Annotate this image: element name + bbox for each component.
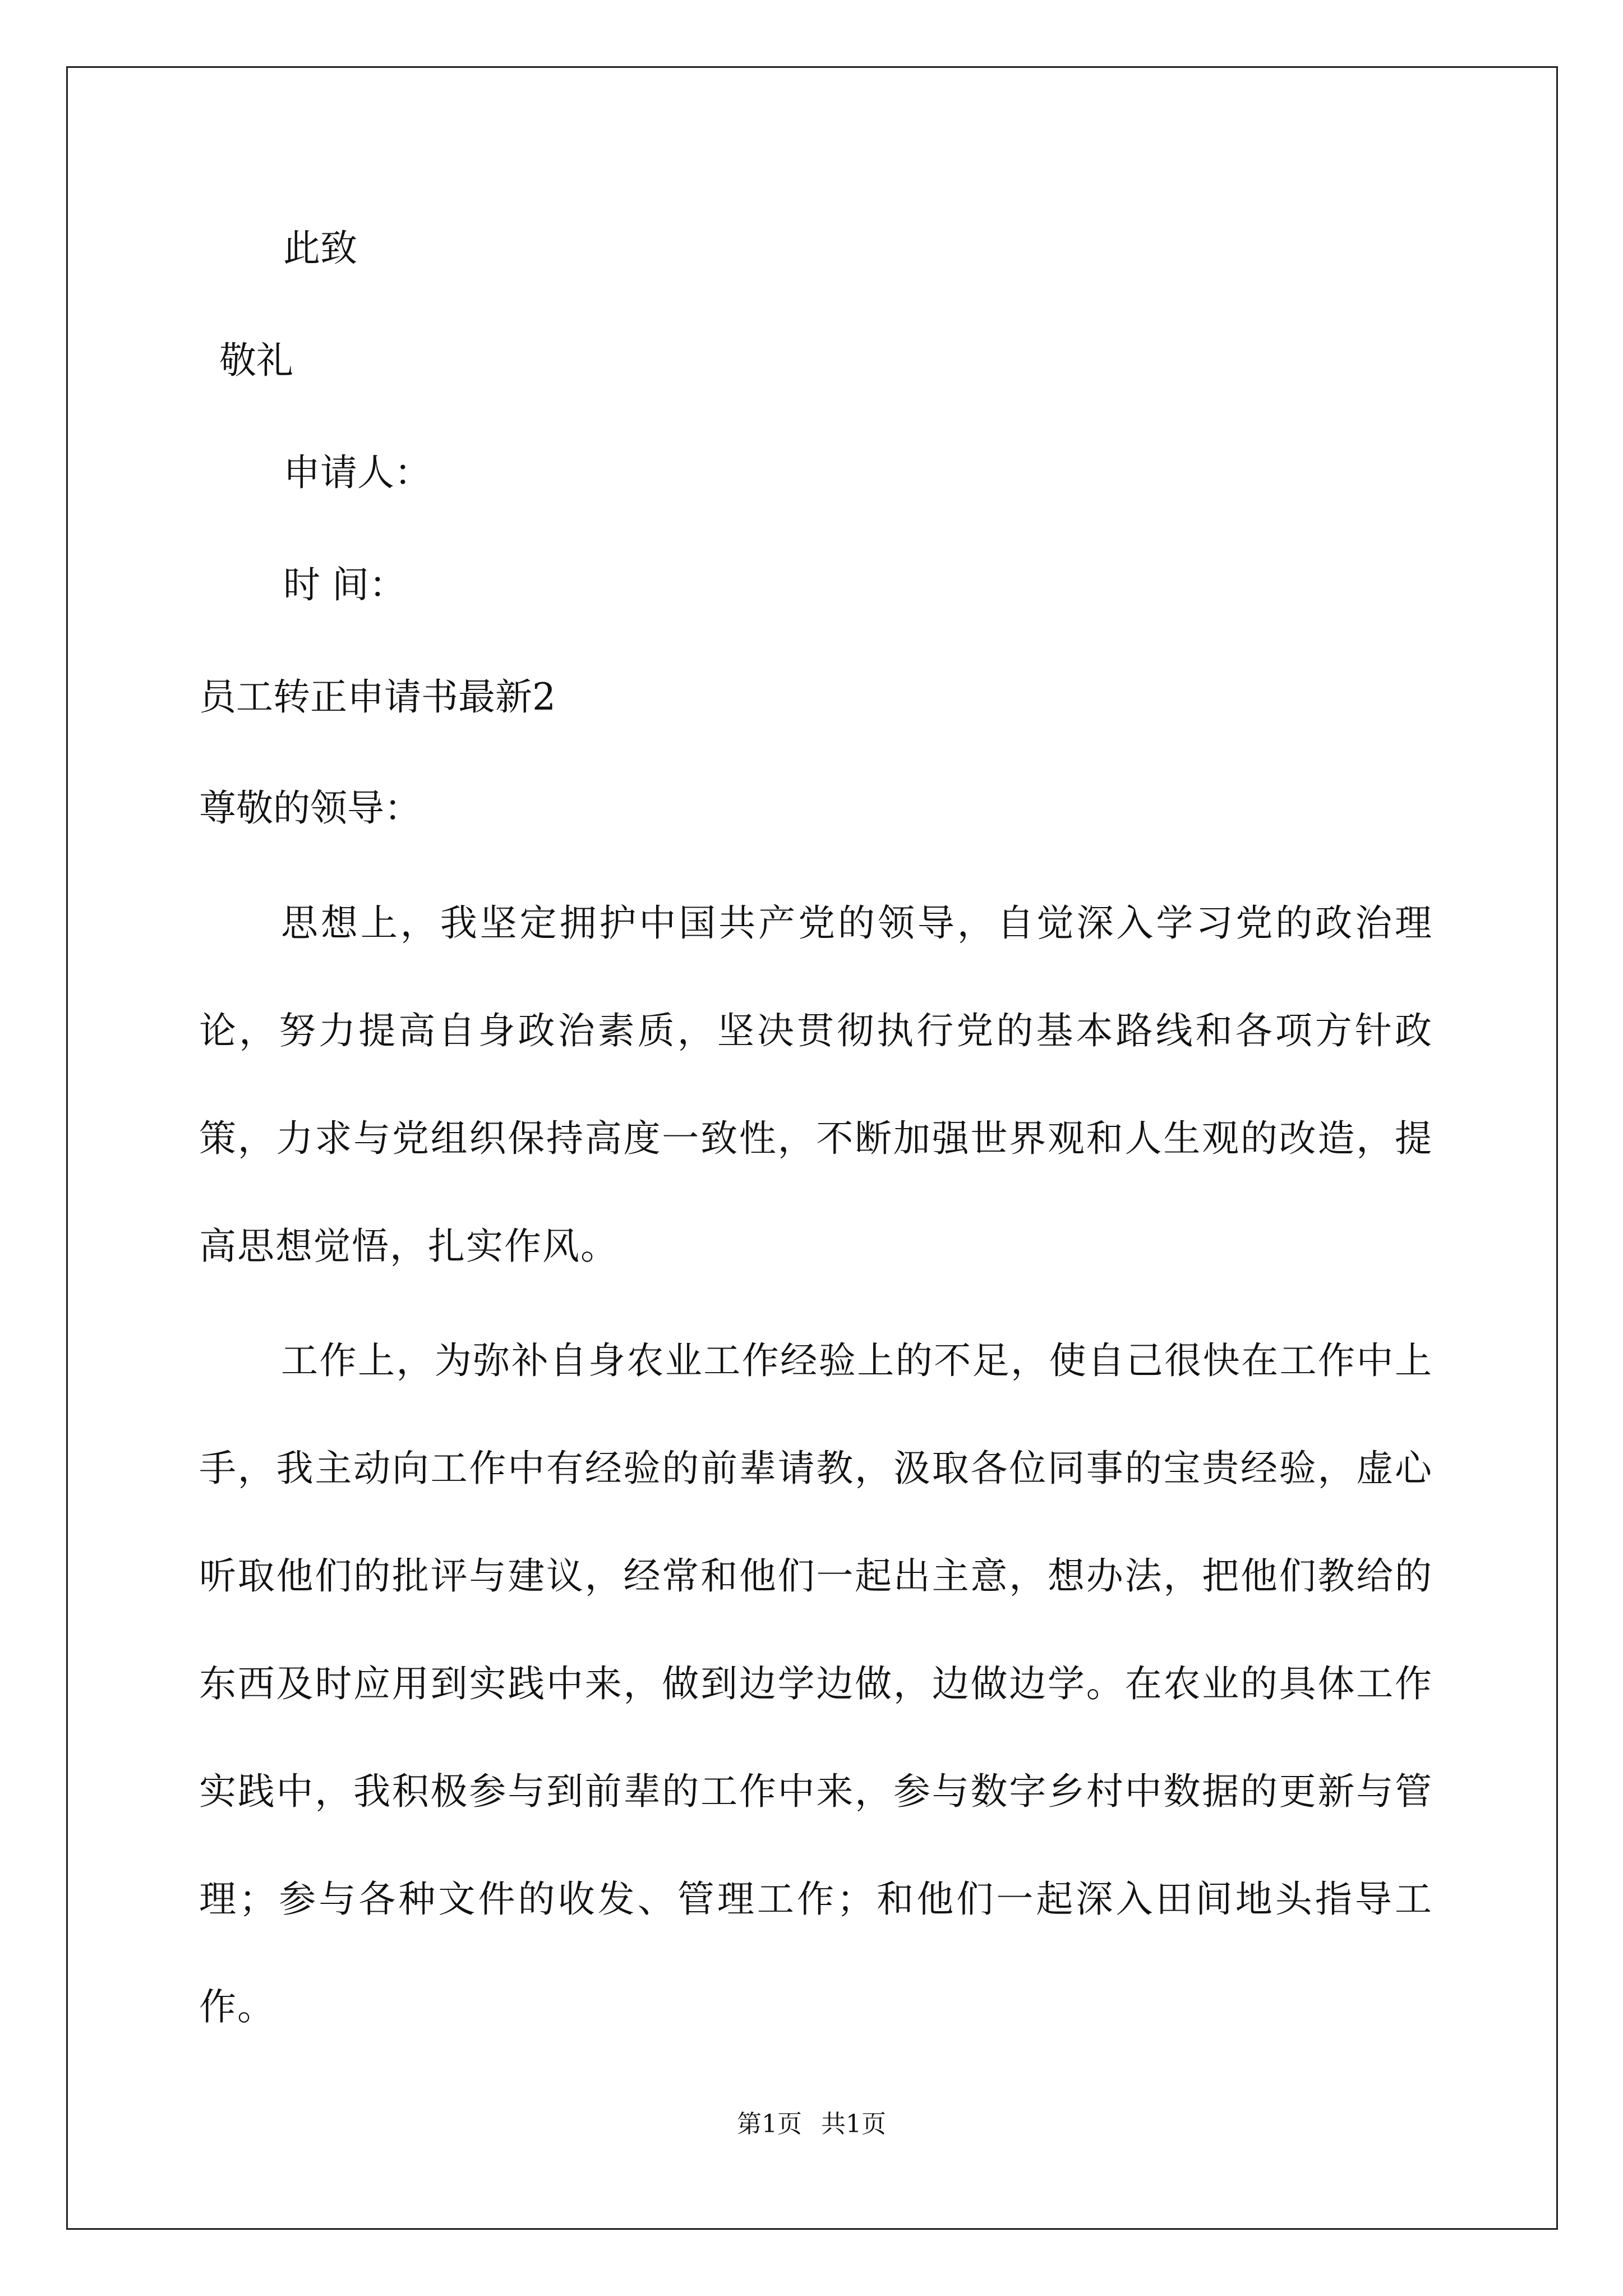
document-title: 员工转正申请书最新2 xyxy=(199,675,556,719)
time-label: 时 间： xyxy=(283,563,406,606)
page-number: 第1页 xyxy=(737,2110,802,2138)
paragraph-work: 工作上，为弥补自身农业工作经验上的不足，使自己很快在工作中上手，我主动向工作中有经验的前辈请教，汲取各位同事的宝贵经验，虚心听取他们的批评与建议，经常和他们一起出主意，想办法，把他们教给的东西及时应用到实践中来，做到边学边做，边做边学。在农业的具体工作实践中，我积极参与到前辈的工作中来，参与数字乡村中数据的更新与管理；参与各种文件的收发、管理工作；和他们一起深入田间地头指导工作。 xyxy=(199,1339,1433,2028)
paragraph-thought: 思想上，我坚定拥护中国共产党的领导，自觉深入学习党的政治理论，努力提高自身政治素质，坚决贯彻执行党的基本路线和各项方针政策，力求与党组织保持高度一致性，不断加强世界观和人生观的改造，提高思想觉悟，扎实作风。 xyxy=(199,901,1433,1268)
salutation: 尊敬的领导： xyxy=(199,786,421,830)
applicant-label: 申请人： xyxy=(283,451,431,494)
page-total: 共1页 xyxy=(821,2110,886,2138)
page-footer xyxy=(0,2104,1623,2139)
closing-line-2: 敬礼 xyxy=(219,339,293,382)
closing-line-1: 此致 xyxy=(283,227,357,270)
